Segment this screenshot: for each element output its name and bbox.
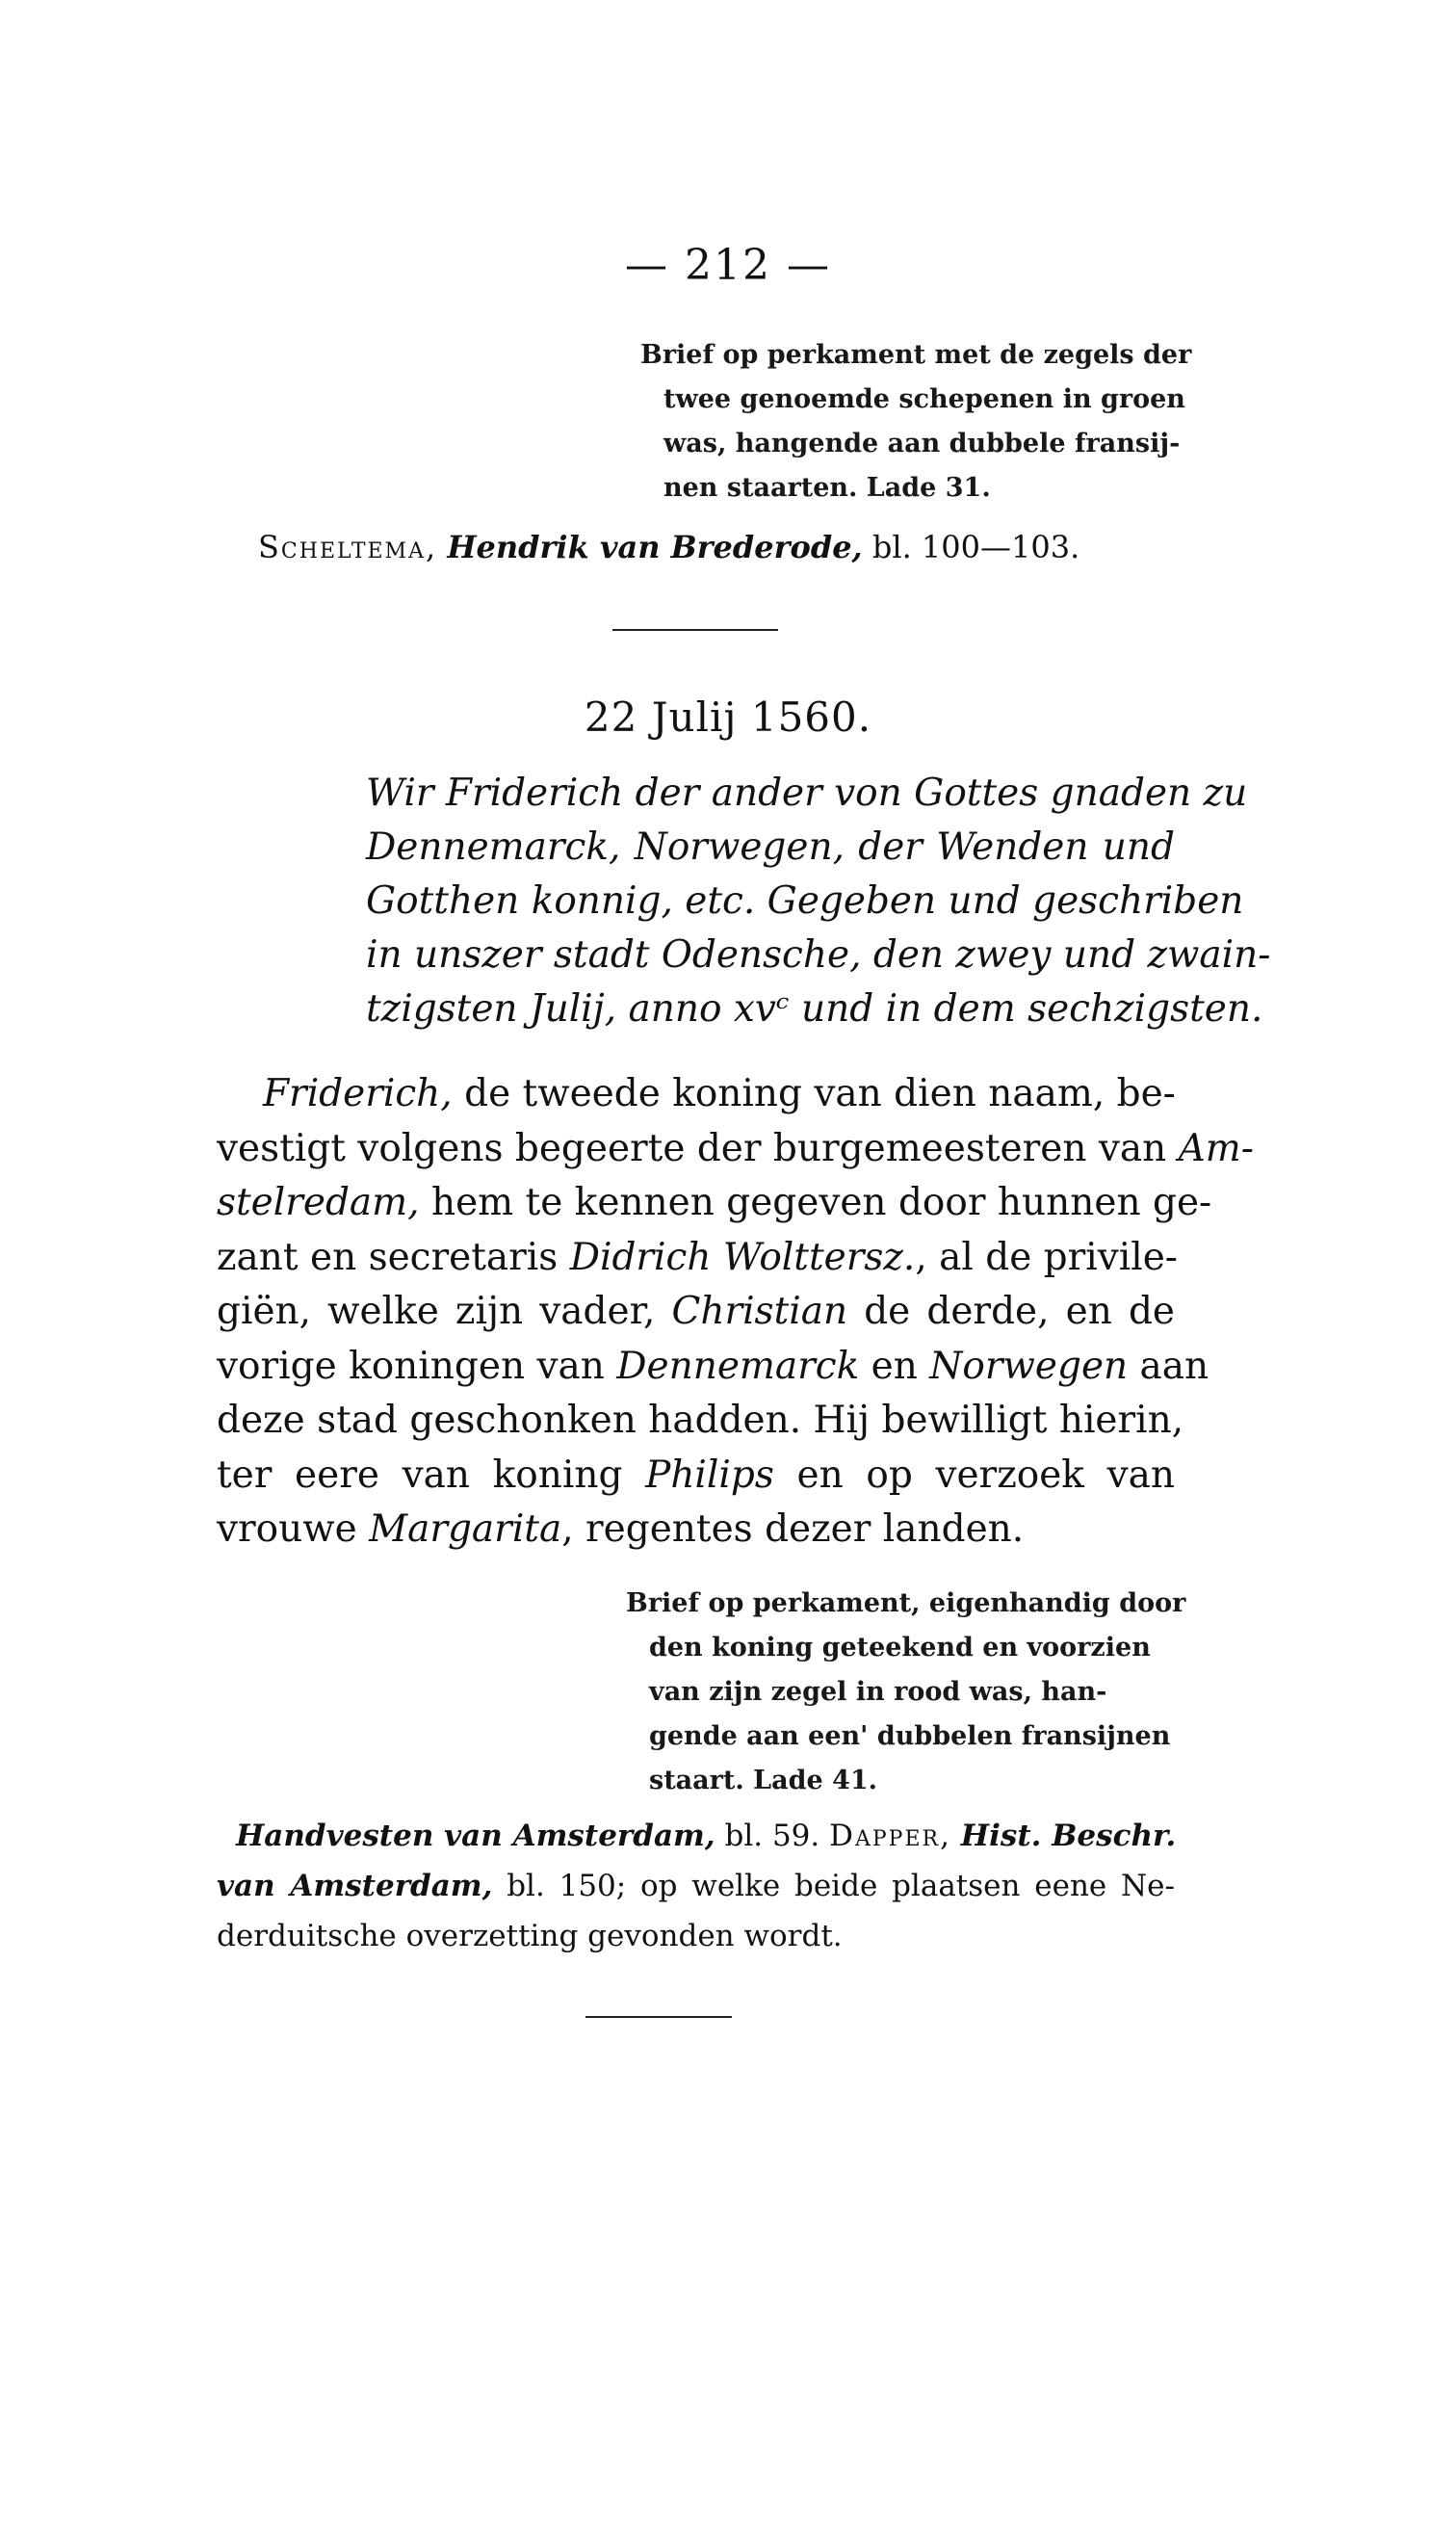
reference-author: Scheltema, <box>258 529 438 565</box>
body-line <box>217 1503 1175 1558</box>
quote-line: Gotthen konnig, etc. Gegeben und geschriben <box>366 879 1244 923</box>
reference-title: van Amsterdam, <box>217 1869 493 1903</box>
archival-note-2 <box>626 1582 1185 1803</box>
place-amsterdam: stelredam, <box>217 1181 420 1224</box>
note-line: den koning geteekend en voorzien <box>649 1633 1151 1663</box>
quote-line: Dennemarck, Norwegen, der Wenden und <box>366 825 1175 869</box>
name-philips: Philips <box>645 1453 774 1497</box>
note-line: nen staarten. Lade 31. <box>663 473 991 503</box>
section-date: 22 Julij 1560. <box>584 694 872 741</box>
section-divider <box>612 629 778 631</box>
reference-1 <box>258 523 1079 571</box>
reference-title: Hist. Beschr. <box>960 1819 1177 1853</box>
name-friderich: Friderich, <box>263 1072 453 1115</box>
body-text: , al de privile- <box>915 1235 1178 1279</box>
note-line: twee genoemde schepenen in groen <box>663 384 1185 414</box>
body-line <box>217 1449 1175 1504</box>
page-number: — 212 — <box>625 241 831 290</box>
body-line <box>217 1067 1175 1122</box>
body-line <box>217 1122 1254 1177</box>
body-text: vorige koningen van <box>217 1344 617 1388</box>
note-line: Brief op perkament, eigenhandig door <box>626 1588 1186 1618</box>
quote-line: in unszer stadt Odensche, den zwey und zwain- <box>366 933 1271 977</box>
reference-text: bl. 150; op welke beide plaatsen eene Ne- <box>492 1869 1175 1903</box>
body-text: ter eere van koning <box>217 1453 646 1497</box>
body-text: de derde, en de <box>847 1290 1175 1333</box>
name-margarita: Margarita <box>369 1507 562 1551</box>
charter-quote <box>366 767 1271 1036</box>
note-line: staart. Lade 41. <box>649 1766 878 1795</box>
body-text: en <box>859 1344 930 1388</box>
body-line <box>217 1340 1209 1395</box>
reference-line <box>217 1861 1175 1911</box>
reference-title: Hendrik van Brederode, <box>447 529 863 565</box>
body-text: vrouwe <box>217 1507 370 1551</box>
summary-paragraph <box>217 1067 1254 1558</box>
archival-note-1 <box>640 333 1191 511</box>
body-text: , regentes dezer landen. <box>561 1507 1025 1551</box>
quote-line: Wir Friderich der ander von Gottes gnaden zu <box>366 772 1248 815</box>
section-divider <box>585 2016 732 2018</box>
note-line: gende aan een' dubbelen fransijnen <box>649 1721 1171 1751</box>
reference-pages: bl. 100—103. <box>871 529 1080 565</box>
note-line: Brief op perkament met de zegels der <box>640 340 1192 370</box>
body-text: hem te kennen gegeven door hunnen ge- <box>419 1181 1212 1224</box>
name-christian: Christian <box>671 1290 848 1333</box>
name-didrich: Didrich Wolttersz. <box>569 1235 916 1279</box>
body-text: giën, welke zijn vader, <box>217 1290 672 1333</box>
body-line <box>217 1176 1212 1231</box>
note-line: was, hangende aan dubbele fransij- <box>663 429 1181 458</box>
reference-text: bl. 59. <box>715 1819 830 1853</box>
reference-line <box>217 1811 1175 1861</box>
reference-2 <box>217 1811 1175 1961</box>
body-text: vestigt volgens begeerte der burgemeesteren van <box>217 1126 1179 1170</box>
body-line <box>217 1231 1178 1286</box>
place-amsterdam: Am- <box>1178 1126 1254 1170</box>
body-line: deze stad geschonken hadden. Hij bewilligt hierin, <box>217 1399 1184 1442</box>
body-text: de tweede koning van dien naam, be- <box>452 1072 1176 1115</box>
reference-author: Dapper, <box>829 1819 951 1853</box>
place-dennemarck: Dennemarck <box>616 1344 860 1388</box>
body-text: en op verzoek van <box>773 1453 1175 1497</box>
place-norwegen: Norwegen <box>929 1344 1129 1388</box>
note-line: van zijn zegel in rood was, han- <box>649 1677 1107 1707</box>
reference-line: derduitsche overzetting gevonden wordt. <box>217 1919 843 1953</box>
quote-line: tzigsten Julij, anno xvᶜ und in dem sechzigsten. <box>366 987 1263 1031</box>
body-text: aan <box>1128 1344 1209 1388</box>
reference-title: Handvesten van Amsterdam, <box>236 1819 715 1853</box>
body-text: zant en secretaris <box>217 1235 570 1279</box>
reference-text <box>951 1819 961 1853</box>
body-line <box>217 1285 1175 1340</box>
